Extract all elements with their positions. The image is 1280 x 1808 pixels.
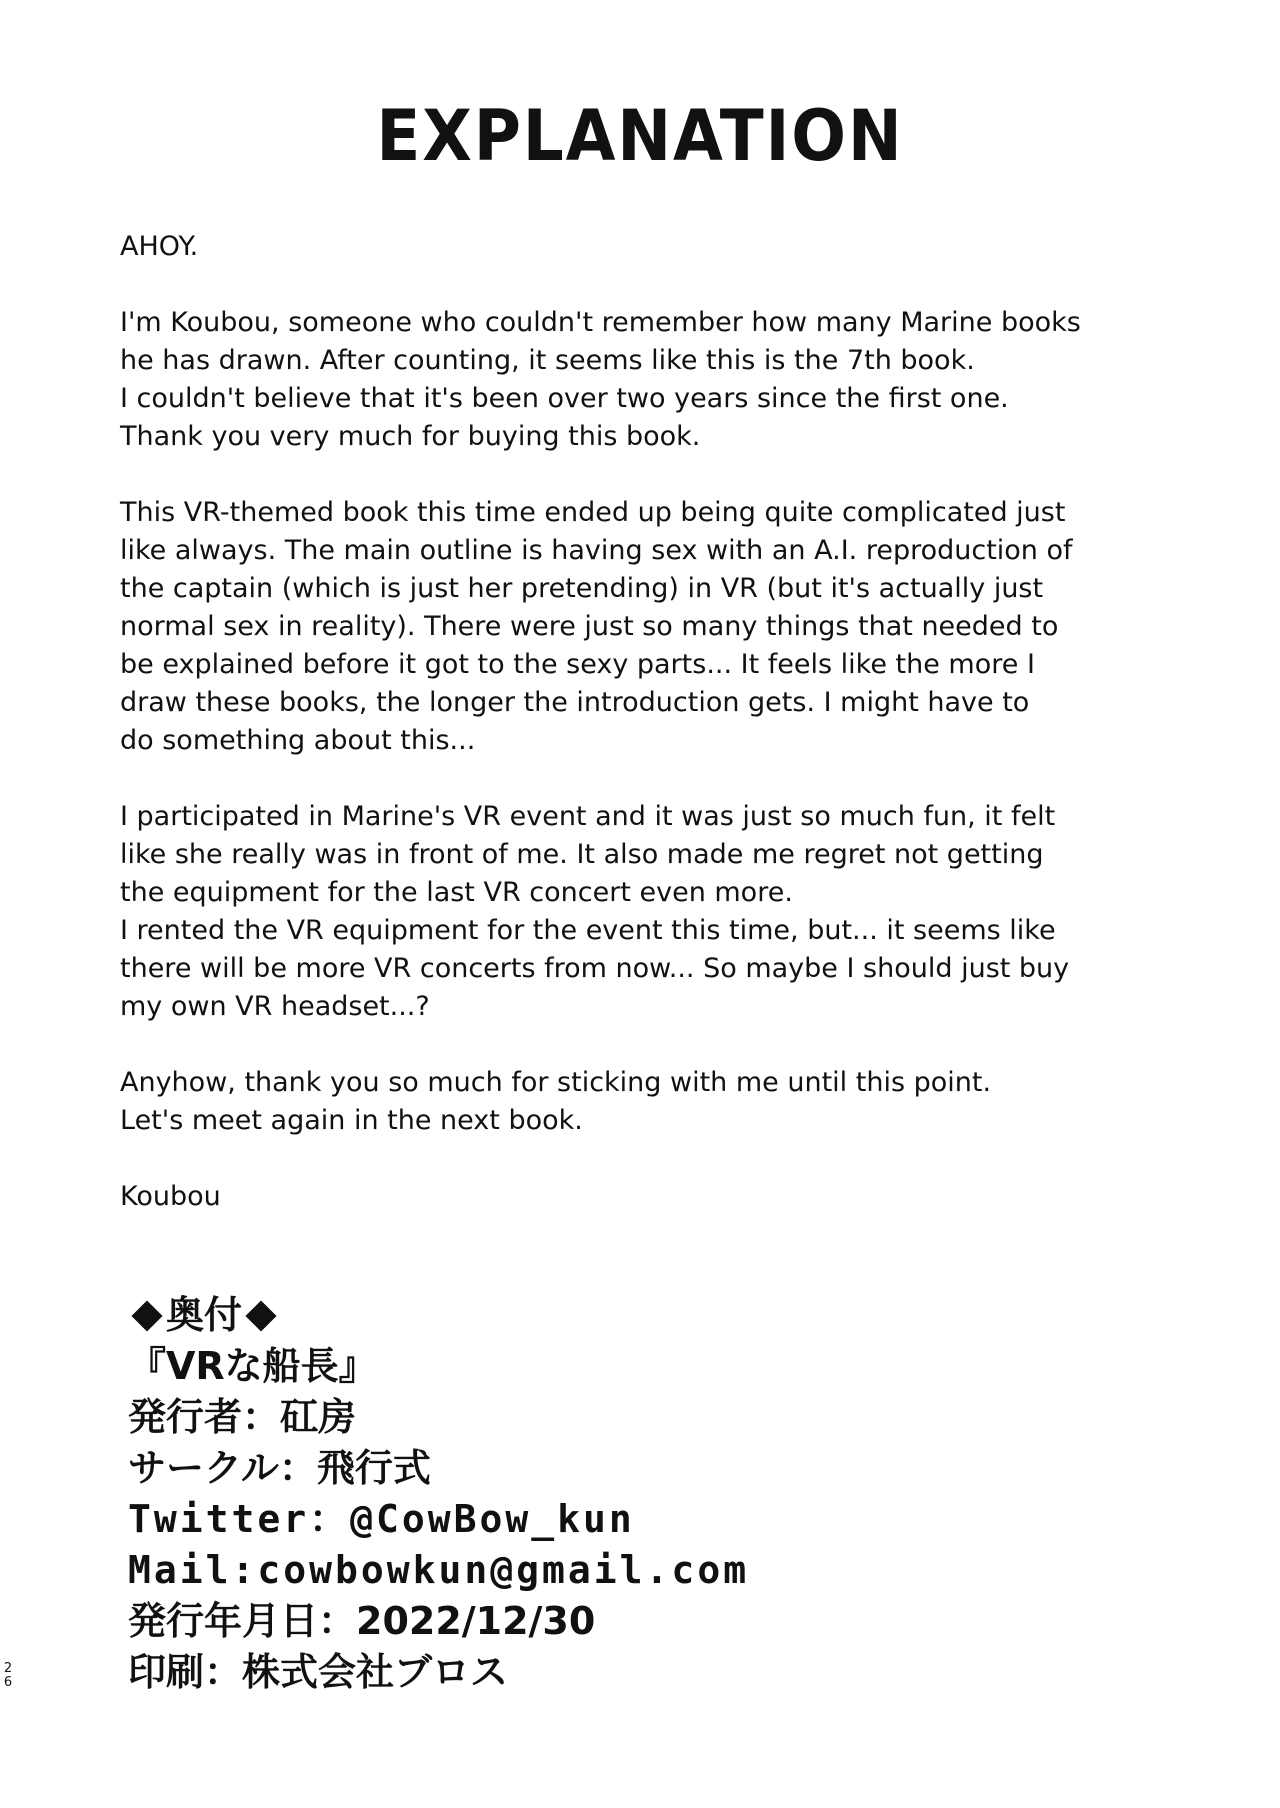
text-line: I couldn't believe that it's been over two years since the first one. [120, 383, 1009, 414]
colophon-heading-row [128, 1290, 749, 1341]
text-line: This VR-themed book this time ended up being quite complicated just [120, 497, 1066, 528]
colophon-twitter: Twitter：@CowBow_kun [128, 1497, 635, 1541]
text-line: normal sex in reality). There were just so many things that needed to [120, 611, 1059, 642]
paragraph-intro [120, 304, 1180, 456]
text-line: there will be more VR concerts from now... So maybe I should just buy [120, 953, 1070, 984]
explanation-body [120, 228, 1180, 1254]
colophon-printer: 印刷：株式会社ブロス [128, 1650, 509, 1694]
text-line: do something about this... [120, 725, 476, 756]
text-line: like always. The main outline is having sex with an A.I. reproduction of [120, 535, 1073, 566]
text-line: Thank you very much for buying this book. [120, 421, 701, 452]
paragraph-book-theme [120, 494, 1180, 760]
text-line: AHOY. [120, 231, 199, 262]
text-line: he has drawn. After counting, it seems like this is the 7th book. [120, 345, 975, 376]
text-line: the equipment for the last VR concert even more. [120, 877, 793, 908]
colophon-mail: Mail:cowbowkun@gmail.com [128, 1548, 750, 1592]
text-line: I rented the VR equipment for the event this time, but... it seems like [120, 915, 1056, 946]
paragraph-closing [120, 1064, 1180, 1140]
paragraph-greeting [120, 228, 1180, 266]
text-line: be explained before it got to the sexy parts... It feels like the more I [120, 649, 1035, 680]
colophon-circle: サークル：飛行式 [128, 1446, 431, 1490]
paragraph-vr-event [120, 798, 1180, 1026]
text-line: the captain (which is just her pretending) in VR (but it's actually just [120, 573, 1044, 604]
colophon-date: 発行年月日：2022/12/30 [128, 1599, 596, 1643]
text-line: draw these books, the longer the introduction gets. I might have to [120, 687, 1030, 718]
colophon-heading: 奥付 [166, 1293, 243, 1337]
paragraph-signature [120, 1178, 1180, 1216]
author-signature: Koubou [120, 1181, 221, 1212]
colophon-publisher: 発行者：矼房 [128, 1395, 357, 1439]
text-line: Anyhow, thank you so much for sticking with me until this point. [120, 1067, 992, 1098]
text-line: my own VR headset...? [120, 991, 430, 1022]
diamond-icon [131, 1300, 162, 1331]
page-title: EXPLANATION [376, 95, 904, 177]
text-line: Let's meet again in the next book. [120, 1105, 583, 1136]
text-line: like she really was in front of me. It also made me regret not getting [120, 839, 1044, 870]
colophon [128, 1290, 749, 1698]
text-line: I'm Koubou, someone who couldn't remember how many Marine books [120, 307, 1081, 338]
page-number: 2 6 [3, 1661, 13, 1690]
text-line: I participated in Marine's VR event and it was just so much fun, it felt [120, 801, 1056, 832]
colophon-title: 『VRな船長』 [128, 1344, 377, 1388]
diamond-icon [245, 1300, 276, 1331]
